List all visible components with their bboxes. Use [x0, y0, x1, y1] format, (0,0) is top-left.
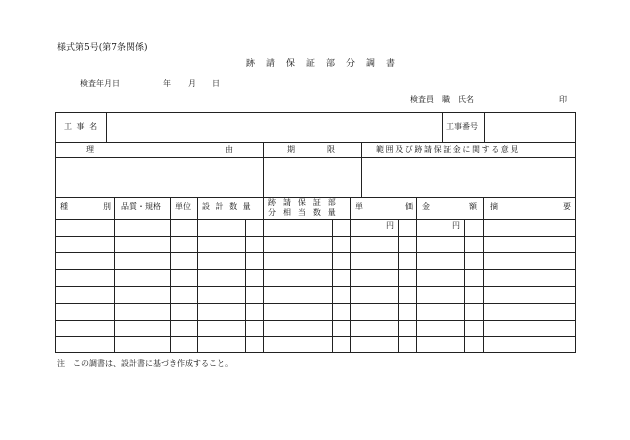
year-label: 年	[163, 79, 171, 88]
col-design-qty-label: 設 計 数 量	[202, 202, 253, 211]
col-divider	[332, 219, 333, 353]
row-divider	[55, 219, 576, 220]
col-amount-label-end: 額	[469, 202, 477, 211]
col-divider	[170, 197, 171, 353]
reason-label: 理	[86, 145, 94, 154]
col-guaranteed-qty-label-1: 跡 請 保 証 部	[268, 198, 338, 207]
row-divider	[55, 252, 576, 253]
col-divider	[245, 219, 246, 353]
col-divider	[361, 142, 362, 197]
form-number: 様式第5号(第7条関係)	[57, 43, 148, 53]
inspector-label: 検査員 職 氏名	[410, 95, 474, 104]
col-divider	[464, 219, 465, 353]
document-title: 跡請保証部分調書	[246, 59, 407, 69]
period-label: 期	[287, 145, 295, 154]
col-divider	[442, 112, 443, 142]
col-divider	[484, 112, 485, 142]
row-divider	[55, 286, 576, 287]
row-divider	[55, 236, 576, 237]
project-number-label: 工事番号	[446, 122, 478, 131]
period-label-end: 限	[327, 145, 335, 154]
col-divider	[483, 197, 484, 353]
col-guaranteed-qty-label-2: 分 相 当 数 量	[268, 208, 338, 217]
col-divider	[416, 197, 417, 353]
col-remarks-label: 摘	[490, 202, 498, 211]
month-label: 月	[188, 79, 196, 88]
row-divider	[55, 336, 576, 337]
col-unit-label: 単位	[175, 202, 191, 211]
col-type-label: 種	[60, 202, 68, 211]
col-amount-label: 金	[422, 202, 430, 211]
col-divider	[106, 112, 107, 142]
col-type-label-end: 別	[103, 202, 111, 211]
project-name-label: 工 事 名	[64, 122, 99, 131]
col-unit-price-label-end: 価	[405, 202, 413, 211]
seal-mark: 印	[559, 95, 567, 104]
reason-label-end: 由	[225, 145, 233, 154]
yen-unit-price: 円	[386, 221, 394, 230]
opinion-label: 範囲及び跡請保証金に関する意見	[376, 145, 520, 154]
col-divider	[114, 197, 115, 353]
row-divider	[55, 157, 576, 158]
row-divider	[55, 269, 576, 270]
col-divider	[197, 197, 198, 353]
yen-amount: 円	[452, 221, 460, 230]
day-label: 日	[212, 79, 220, 88]
col-quality-label: 品質・規格	[121, 202, 161, 211]
col-divider	[398, 219, 399, 353]
footnote: 注 この調書は、設計書に基づき作成すること。	[57, 359, 233, 368]
col-divider	[263, 142, 264, 197]
col-remarks-label-end: 要	[563, 202, 571, 211]
col-divider	[350, 197, 351, 353]
col-unit-price-label: 単	[355, 202, 363, 211]
row-divider	[55, 320, 576, 321]
inspection-date-label: 検査年月日	[80, 79, 120, 88]
col-divider	[263, 197, 264, 353]
row-divider	[55, 303, 576, 304]
row-divider	[55, 142, 576, 143]
